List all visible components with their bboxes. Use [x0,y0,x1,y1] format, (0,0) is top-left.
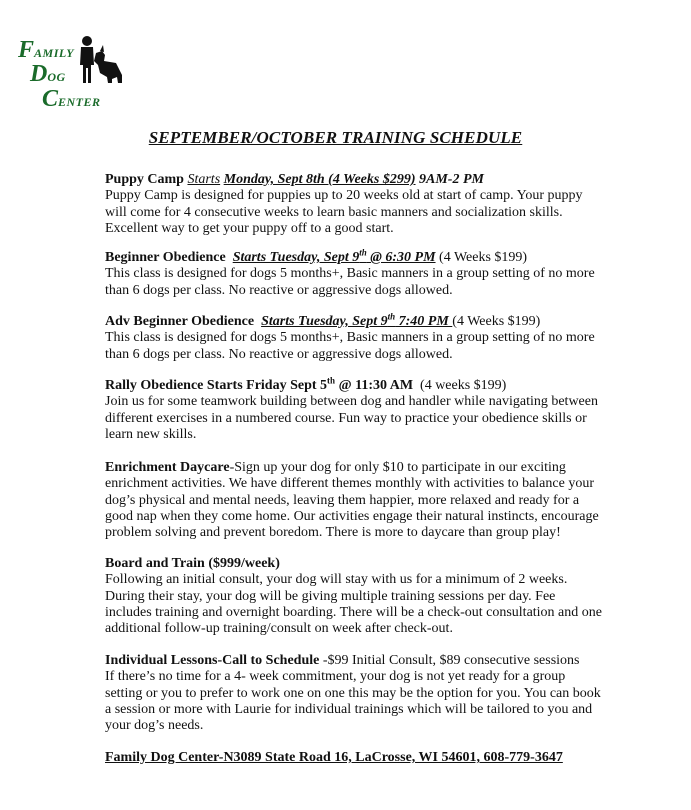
section-heading: Adv Beginner Obedience Starts Tuesday, Sept 9th 7:40 PM (4 Weeks $199) [105,311,541,329]
logo-word-dog: DOG [30,61,66,87]
section-heading: Rally Obedience Starts Friday Sept 5th @ 11:30 AM (4 weeks $199) [105,375,507,393]
footer-address: Family Dog Center-N3089 State Road 16, LaCrosse, WI 54601, 608-779-3647 [105,750,563,765]
logo-word-family: FAMILY [18,37,75,63]
logo [14,35,126,117]
section-individual-lessons [105,653,605,734]
section-adv-beginner-obedience [105,311,605,363]
section-body: Following an initial consult, your dog will stay with us for a minimum of 2 weeks. During their stay, your dog will be giving multiple training sessions per day. Fee includes training and overnight boarding. There will be a check-out consultation and one additional follow-up training/consult on week after check-out. [105,572,602,637]
page-title: SEPTEMBER/OCTOBER TRAINING SCHEDULE [148,128,523,147]
logo-word-center: CENTER [42,86,101,112]
section-heading: Individual Lessons-Call to Schedule -$99 Initial Consult, $89 consecutive sessions [105,653,580,668]
section-heading: Puppy Camp Starts Monday, Sept 8th (4 Weeks $299) 9AM-2 PM [105,172,484,187]
section-body: Enrichment Daycare-Sign up your dog for only $10 to participate in our exciting enrichment activities. We have different themes monthly with activities to balance your dog’s physical and mental needs, leaving them happier, more relaxed and ready for a good nap when they come home. Our activities engage their natural instincts, encourage problem solving and prevent boredom. There is more to daycare than group play! [105,460,599,541]
child-and-dog-silhouette-icon [72,35,124,87]
section-body: This class is designed for dogs 5 months+, Basic manners in a group setting of no more than 6 dogs per class. No reactive or aggressive dogs allowed. [105,266,595,298]
section-heading: Beginner Obedience Starts Tuesday, Sept 9th @ 6:30 PM (4 Weeks $199) [105,247,528,265]
section-board-and-train [105,556,605,637]
section-body: Puppy Camp is designed for puppies up to 20 weeks old at start of camp. Your puppy will come for 4 consecutive weeks to learn basic manners and socialization skills. Excellent way to get your puppy off to a good start. [105,188,583,236]
section-body: Join us for some teamwork building between dog and handler while navigating between different exercises in a numbered course. Fun way to practice your obedience skills or learn new skills. [105,394,598,442]
section-enrichment-daycare [105,460,605,541]
section-body: If there’s no time for a 4- week commitment, your dog is not yet ready for a group setting or you to prefer to work one on one this may be the option for you. You can book a session or more with Laurie for individual trainings which will be tailored to you and your dog’s needs. [105,669,601,734]
section-beginner-obedience [105,247,605,299]
section-puppy-camp [105,172,605,237]
section-rally-obedience [105,375,605,443]
section-body: This class is designed for dogs 5 months+, Basic manners in a group setting of no more than 6 dogs per class. No reactive or aggressive dogs allowed. [105,330,595,362]
section-heading: Board and Train ($999/week) [105,556,280,571]
